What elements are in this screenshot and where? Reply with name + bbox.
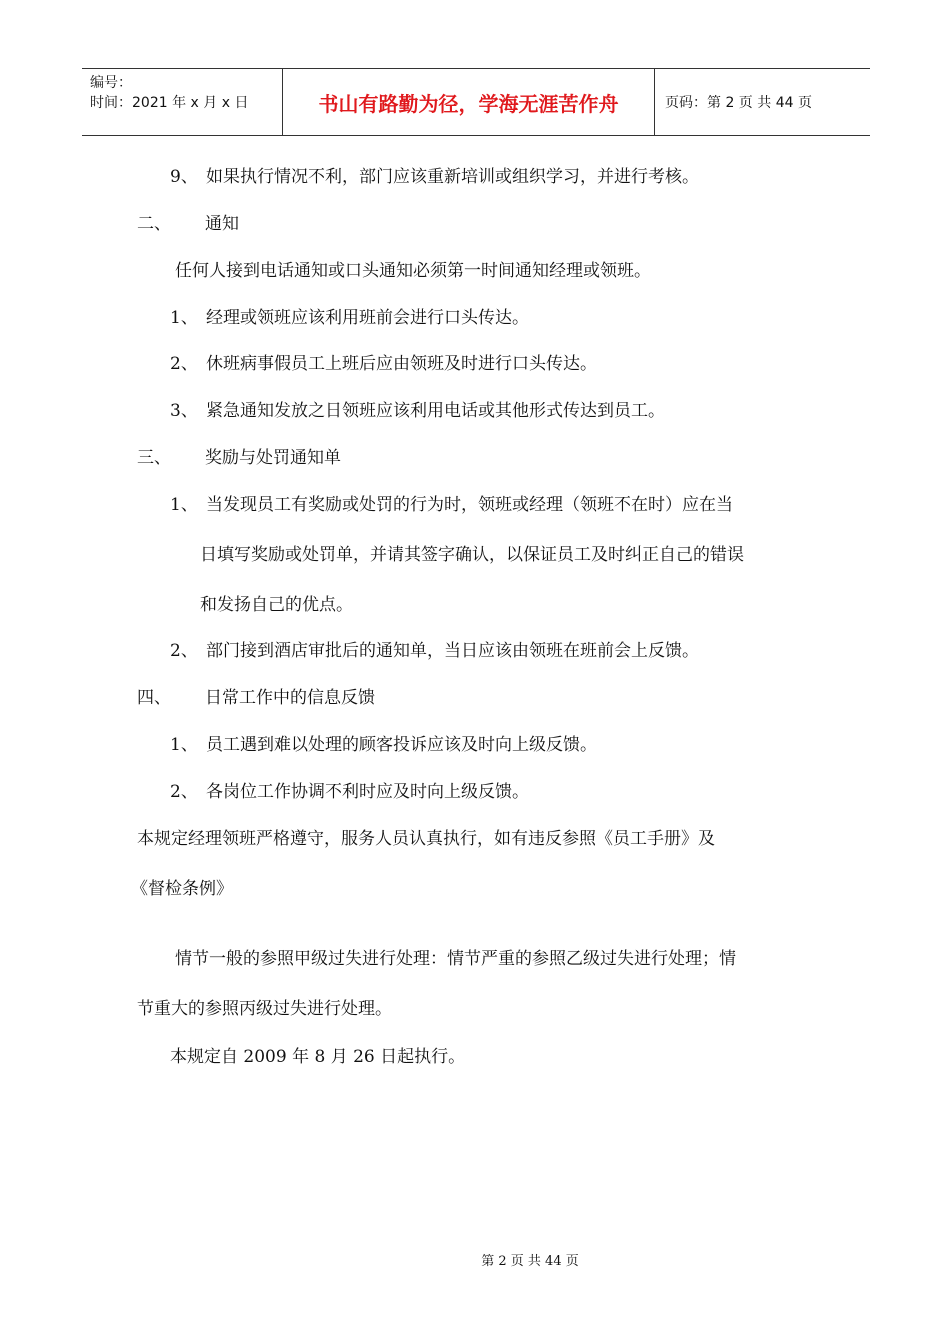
section-2-item-1: [170, 303, 529, 328]
penalty-paragraph-line-1: 情节一般的参照甲级过失进行处理：情节严重的参照乙级过失进行处理；情: [175, 949, 736, 969]
item-text: 部门接到酒店审批后的通知单，当日应该由领班在班前会上反馈。: [206, 641, 699, 661]
section-2-heading: [137, 209, 239, 234]
section-3-item-1-line-3: 和发扬自己的优点。: [200, 595, 353, 615]
item-text: 员工遇到难以处理的顾客投诉应该及时向上级反馈。: [206, 735, 597, 755]
document-date: 时间：2021 年 x 月 x 日: [90, 95, 249, 111]
rule-paragraph-line-1: 本规定经理领班严格遵守，服务人员认真执行，如有违反参照《员工手册》及: [137, 829, 715, 849]
section-4-item-2: [170, 777, 529, 802]
item-number: 2、: [170, 354, 198, 374]
section-3-item-1: [170, 490, 733, 515]
section-number: 二、: [137, 214, 171, 234]
item-text: 休班病事假员工上班后应由领班及时进行口头传达。: [206, 354, 597, 374]
section-3-item-1-line-2: 日填写奖励或处罚单，并请其签字确认，以保证员工及时纠正自己的错误: [200, 545, 744, 565]
section-number: 三、: [137, 448, 171, 468]
item-number: 1、: [170, 495, 198, 515]
header-page-info: 页码：第 2 页 共 44 页: [665, 95, 812, 111]
item-number: 9、: [170, 167, 198, 187]
document-number-label: 编号：: [90, 75, 132, 91]
section-3-item-2: [170, 636, 699, 661]
item-text: 当发现员工有奖励或处罚的行为时，领班或经理（领班不在时）应在当: [206, 495, 733, 515]
section-title: 通知: [205, 214, 239, 234]
page-footer: [0, 1250, 950, 1269]
section-2-intro: 任何人接到电话通知或口头通知必须第一时间通知经理或领班。: [175, 261, 651, 281]
document-header: [82, 68, 870, 136]
section-number: 四、: [137, 688, 171, 708]
item-number: 1、: [170, 308, 198, 328]
item-number: 3、: [170, 401, 198, 421]
item-text: 如果执行情况不利，部门应该重新培训或组织学习，并进行考核。: [206, 167, 699, 187]
item-text: 各岗位工作协调不利时应及时向上级反馈。: [206, 782, 529, 802]
item-text: 紧急通知发放之日领班应该利用电话或其他形式传达到员工。: [206, 401, 665, 421]
header-motto: 书山有路勤为径，学海无涯苦作舟: [318, 91, 619, 116]
item-text: 经理或领班应该利用班前会进行口头传达。: [206, 308, 529, 328]
section-2-item-3: [170, 396, 665, 421]
header-motto-cell: [282, 69, 655, 135]
section-4-heading: [137, 683, 375, 708]
effective-date: 本规定自 2009 年 8 月 26 日起执行。: [170, 1047, 466, 1067]
item-number: 2、: [170, 782, 198, 802]
section-2-item-2: [170, 349, 597, 374]
footer-page-number: 第 2 页 共 44 页: [481, 1254, 579, 1269]
section-4-item-1: [170, 730, 597, 755]
item-number: 1、: [170, 735, 198, 755]
section-3-heading: [137, 443, 341, 468]
section-title: 日常工作中的信息反馈: [205, 688, 375, 708]
rule-paragraph-line-2: 《督检条例》: [131, 879, 233, 899]
section-title: 奖励与处罚通知单: [205, 448, 341, 468]
item-number: 2、: [170, 641, 198, 661]
item-9: [170, 162, 699, 187]
penalty-paragraph-line-2: 节重大的参照丙级过失进行处理。: [137, 999, 392, 1019]
header-meta: [82, 69, 282, 135]
